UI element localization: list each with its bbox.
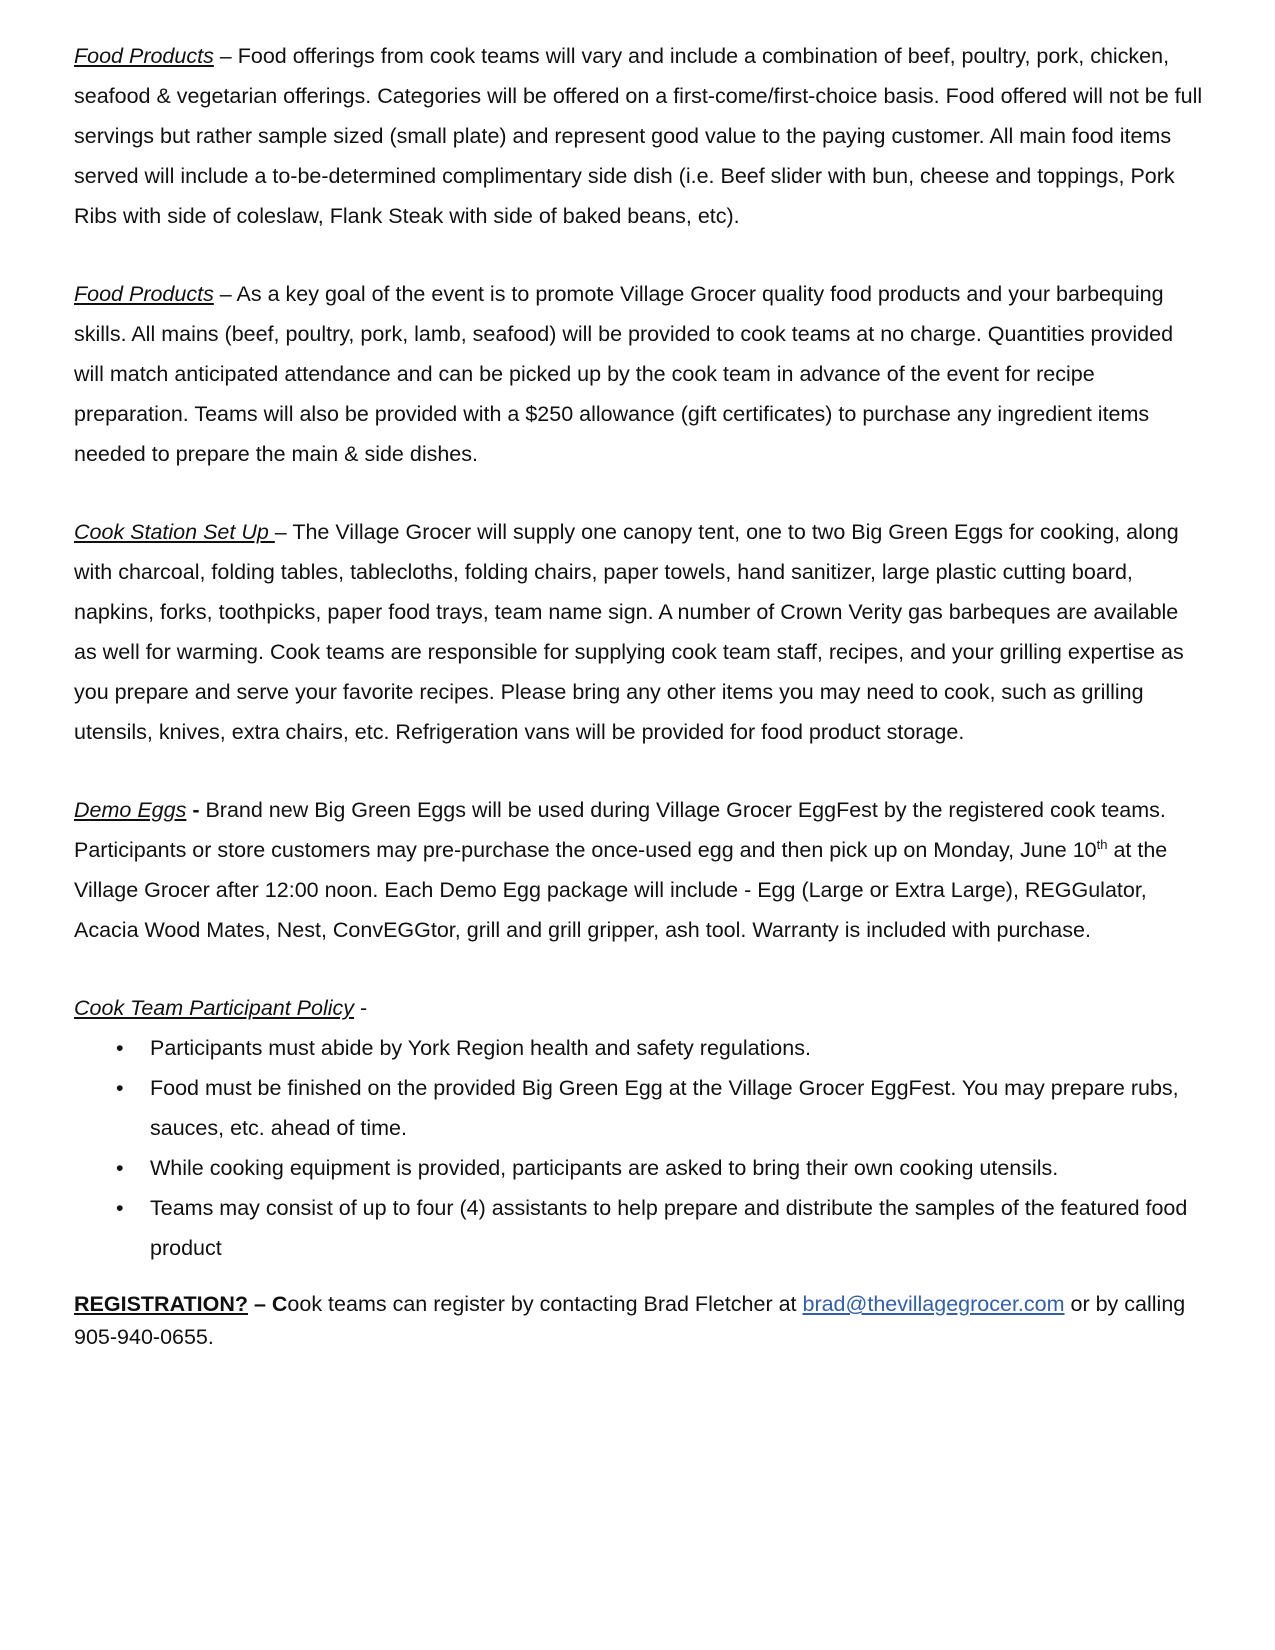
list-item-text: Teams may consist of up to four (4) assistants to help prepare and distribute the samples of the featured food product bbox=[150, 1196, 1188, 1260]
section-separator: - bbox=[186, 798, 206, 822]
document-page bbox=[74, 36, 1204, 1354]
bullet-icon: • bbox=[116, 1196, 124, 1220]
registration-dash: – C bbox=[247, 1292, 288, 1316]
email-link[interactable]: brad@thevillagegrocer.com bbox=[802, 1292, 1065, 1316]
section-separator: – bbox=[213, 282, 237, 306]
section-body: Brand new Big Green Eggs will be used during Village Grocer EggFest by the registered cook teams. Participants or store customers may pre-purchase the once-used egg and then pick up on Monday, June 10 bbox=[74, 798, 1166, 862]
section-heading: Cook Team Participant Policy bbox=[74, 996, 355, 1020]
registration-text: ook teams can register by contacting Brad Fletcher at bbox=[287, 1292, 803, 1316]
policy-list bbox=[74, 1028, 1204, 1268]
section-body: As a key goal of the event is to promote Village Grocer quality food products and your barbequing skills. All mains (beef, poultry, pork, lamb, seafood) will be provided to cook teams at no charge. Quantities provided will match anticipated attendance and can be picked up by the cook team in advance of the event for recipe preparation. Teams will also be provided with a $250 allowance (gift certificates) to purchase any ingredient items needed to prepare the main & side dishes. bbox=[74, 282, 1174, 466]
section-heading: Food Products bbox=[74, 44, 214, 68]
registration-label: REGISTRATION? bbox=[74, 1292, 248, 1316]
registration-section bbox=[74, 1288, 1204, 1354]
section-body-continued: at the Village Grocer after 12:00 noon. Each Demo Egg package will include - Egg (Large or Extra Large), REGGulator, Acacia Wood Mates, Nest, ConvEGGtor, grill and grill gripper, ash tool. Warranty is included with purchase. bbox=[74, 838, 1168, 942]
list-item bbox=[74, 1068, 1204, 1148]
section-separator: – bbox=[213, 44, 238, 68]
section-separator: – bbox=[274, 520, 293, 544]
bullet-icon: • bbox=[116, 1076, 124, 1100]
section-heading: Cook Station Set Up bbox=[74, 520, 275, 544]
cook-station-section bbox=[74, 512, 1204, 752]
list-item-text: Participants must abide by York Region health and safety regulations. bbox=[150, 1036, 811, 1060]
section-body: The Village Grocer will supply one canopy tent, one to two Big Green Eggs for cooking, along with charcoal, folding tables, tablecloths, folding chairs, paper towels, hand sanitizer, large plastic cutting board, napkins, forks, toothpicks, paper food trays, team name sign. A number of Crown Verity gas barbeques are available as well for warming. Cook teams are responsible for supplying cook team staff, recipes, and your grilling expertise as you prepare and serve your favorite recipes. Please bring any other items you may need to cook, such as grilling utensils, knives, extra chairs, etc. Refrigeration vans will be provided for food product storage. bbox=[74, 520, 1184, 744]
list-item bbox=[74, 1188, 1204, 1268]
list-item bbox=[74, 1028, 1204, 1068]
section-heading: Food Products bbox=[74, 282, 214, 306]
demo-eggs-section bbox=[74, 790, 1204, 950]
bullet-icon: • bbox=[116, 1036, 124, 1060]
bullet-icon: • bbox=[116, 1156, 124, 1180]
registration-text-end: or by calling 905-940-0655. bbox=[74, 1292, 1186, 1349]
ordinal-suffix: th bbox=[1096, 836, 1108, 852]
list-item-text: Food must be finished on the provided Big Green Egg at the Village Grocer EggFest. You may prepare rubs, sauces, etc. ahead of time. bbox=[150, 1076, 1179, 1140]
food-products-section-2 bbox=[74, 274, 1204, 474]
food-products-section-1 bbox=[74, 36, 1204, 236]
section-separator: - bbox=[354, 996, 368, 1020]
list-item bbox=[74, 1148, 1204, 1188]
section-heading: Demo Eggs bbox=[74, 798, 187, 822]
list-item-text: While cooking equipment is provided, participants are asked to bring their own cooking utensils. bbox=[150, 1156, 1059, 1180]
section-body: Food offerings from cook teams will vary and include a combination of beef, poultry, pork, chicken, seafood & vegetarian offerings. Categories will be offered on a first-come/first-choice basis. Food offered will not be full servings but rather sample sized (small plate) and represent good value to the paying customer. All main food items served will include a to-be-determined complimentary side dish (i.e. Beef slider with bun, cheese and toppings, Pork Ribs with side of coleslaw, Flank Steak with side of baked beans, etc). bbox=[74, 44, 1203, 228]
policy-section bbox=[74, 988, 1204, 1028]
